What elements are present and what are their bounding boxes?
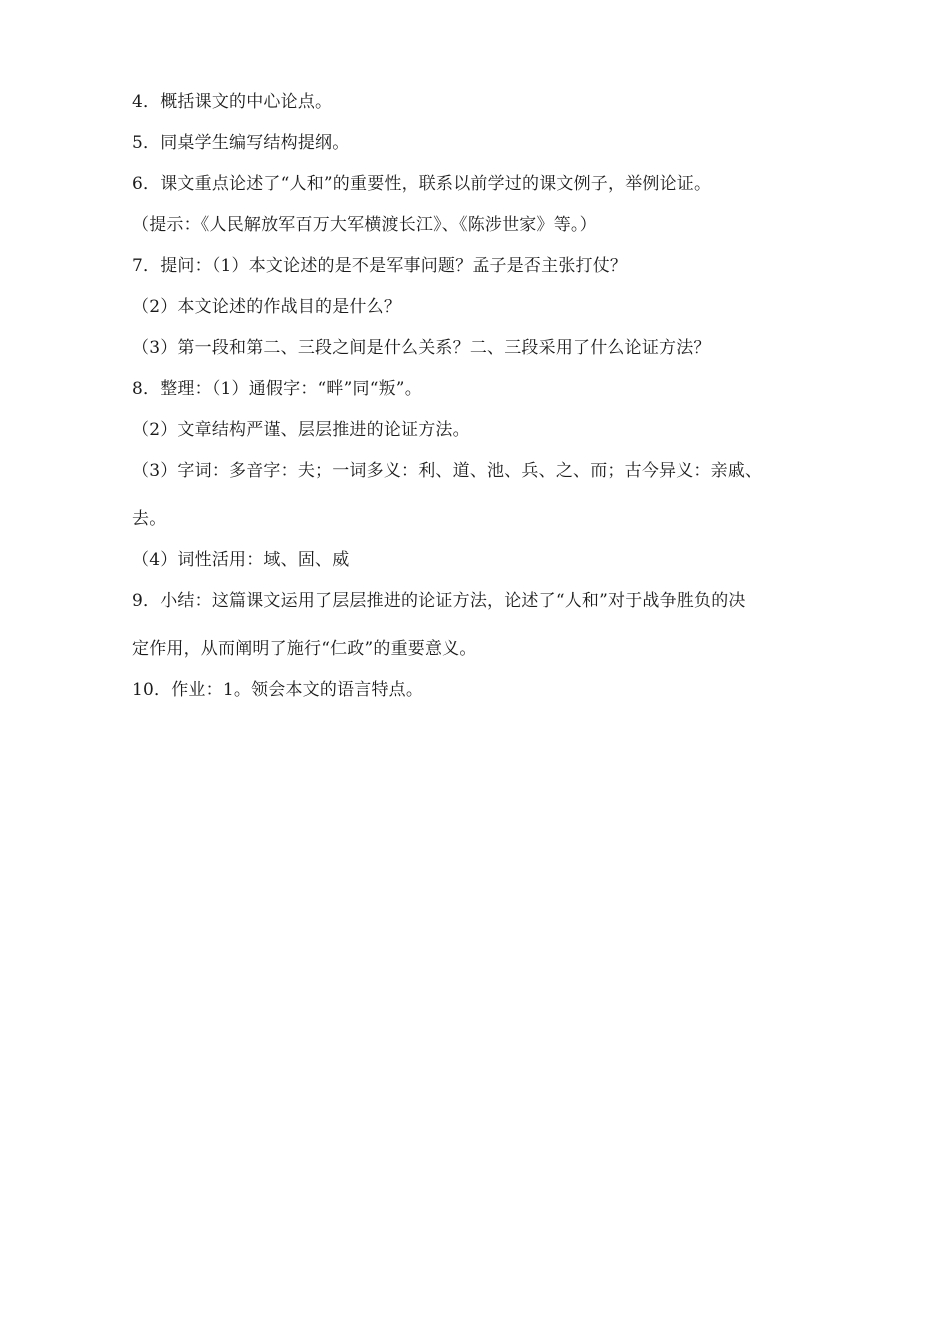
item-7-line: 7．提问：（1）本文论述的是不是军事问题？孟子是否主张打仗？ — [132, 256, 628, 276]
item-8-point-3-continuation-line: 去。 — [132, 509, 167, 529]
item-7-question-3-line: （3）第一段和第二、三段之间是什么关系？二、三段采用了什么论证方法？ — [132, 338, 711, 358]
item-8-point-3-line: （3）字词：多音字：夫；一词多义：利、道、池、兵、之、而；古今异义：亲戚、 — [132, 461, 763, 481]
item-5-line: 5．同桌学生编写结构提纲。 — [132, 133, 350, 153]
item-6-line: 6．课文重点论述了“人和”的重要性，联系以前学过的课文例子，举例论证。 — [132, 174, 712, 194]
item-4-line: 4．概括课文的中心论点。 — [132, 92, 333, 112]
item-6-hint-line: （提示：《人民解放军百万大军横渡长江》、《陈涉世家》等。） — [132, 215, 597, 235]
item-8-line: 8．整理：（1）通假字：“畔”同“叛”。 — [132, 379, 422, 399]
item-8-point-2-line: （2）文章结构严谨、层层推进的论证方法。 — [132, 420, 470, 440]
document-body — [132, 88, 844, 704]
item-10-line: 10．作业：1。领会本文的语言特点。 — [132, 680, 424, 700]
item-9-continuation-line: 定作用，从而阐明了施行“仁政”的重要意义。 — [132, 639, 477, 659]
item-7-question-2-line: （2）本文论述的作战目的是什么？ — [132, 297, 402, 317]
item-9-line: 9．小结：这篇课文运用了层层推进的论证方法，论述了“人和”对于战争胜负的决 — [132, 591, 746, 611]
item-8-point-4-line: （4）词性活用：域、固、威 — [132, 550, 350, 570]
